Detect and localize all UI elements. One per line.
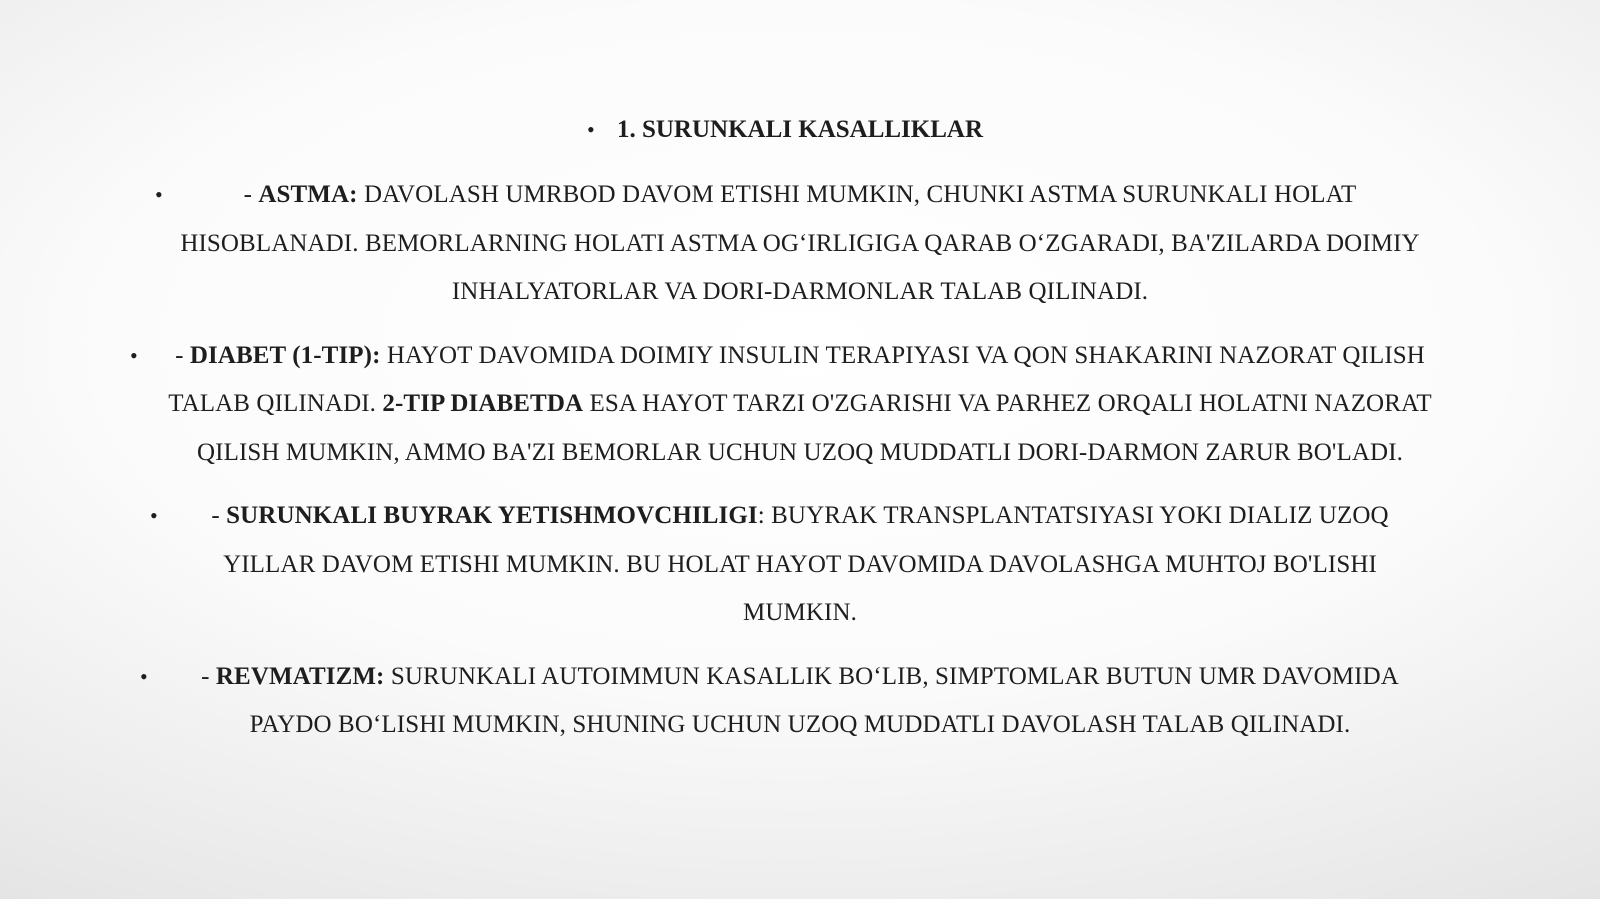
- item-term: ASTMA:: [258, 181, 358, 208]
- section-heading-text: 1. SURUNKALI KASALLIKLAR: [616, 116, 984, 143]
- item-prefix: -: [211, 502, 227, 529]
- item-prefix: -: [201, 662, 216, 690]
- item-text: HAYOT DAVOMIDA DOIMIY INSULIN TERAPIYASI VA QON SHAKARINI NAZORAT QILISH TALAB QILINADI.: [168, 341, 1425, 417]
- bullet-icon: •: [586, 117, 595, 142]
- item-text: DAVOLASH UMRBOD DAVOM ETISHI MUMKIN, CHUNKI ASTMA SURUNKALI HOLAT HISOBLANADI. BEMORLARNING HOLATI ASTMA OG‘IRLIGIGA QARAB O‘ZGARADI, BA'ZILARDA DOIMIY INHALYATORLAR VA DORI-DARMONLAR TALAB QILINADI.: [180, 181, 1420, 305]
- item-term: DIABET (1-TIP):: [189, 341, 381, 369]
- list-item-revmatizm: [140, 653, 1460, 750]
- list-item-diabet: [130, 332, 1460, 478]
- item-text-secondary: ESA HAYOT TARZI O'ZGARISHI VA PARHEZ ORQALI HOLATNI NAZORAT QILISH MUMKIN, AMMO BA'ZI BEMORLAR UCHUN UZOQ MUDDATLI DORI-DARMON ZARUR BO'LADI.: [197, 390, 1432, 466]
- list-item-buyrak: [140, 492, 1460, 638]
- item-term: REVMATIZM:: [215, 662, 385, 690]
- item-term-secondary: 2-TIP DIABETDA: [382, 390, 584, 417]
- item-term: SURUNKALI BUYRAK YETISHMOVCHILIGI: [226, 502, 758, 529]
- bullet-icon: •: [140, 663, 148, 689]
- item-text: SURUNKALI AUTOIMMUN KASALLIK BO‘LIB, SIMPTOMLAR BUTUN UMR DAVOMIDA PAYDO BO‘LISHI MUMKIN, SHUNING UCHUN UZOQ MUDDATLI DAVOLASH TALAB QILINADI.: [249, 662, 1399, 738]
- section-heading: [140, 110, 1460, 150]
- bullet-list: [130, 110, 1460, 765]
- item-prefix: -: [175, 341, 190, 369]
- bullet-icon: •: [150, 503, 158, 528]
- item-text: : BUYRAK TRANSPLANTATSIYASI YOKI DIALIZ UZOQ YILLAR DAVOM ETISHI MUMKIN. BU HOLAT HAYOT DAVOMIDA DAVOLASHGA MUHTOJ BO'LISHI MUMKIN.: [223, 502, 1389, 626]
- list-item-astma: [140, 171, 1460, 317]
- bullet-icon: •: [130, 342, 138, 368]
- item-prefix: -: [243, 181, 259, 208]
- bullet-icon: •: [155, 182, 163, 207]
